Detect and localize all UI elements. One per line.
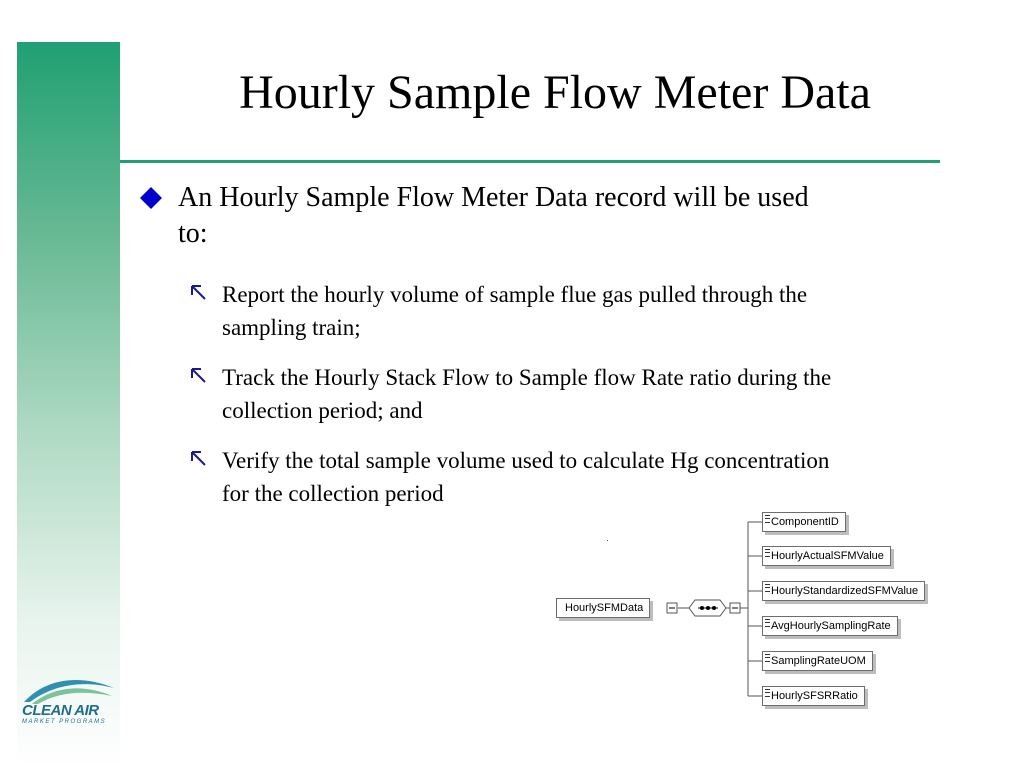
diamond-bullet-icon [140, 187, 162, 209]
sub-bullet [190, 278, 980, 344]
title-divider [120, 160, 940, 163]
sub-bullet-line2: sampling train; [222, 315, 361, 340]
sub-bullet-list [190, 278, 980, 527]
logo-swoosh-icon [18, 672, 118, 706]
sub-bullet-line1: Track the Hourly Stack Flow to Sample flow Rate ratio during the [222, 365, 832, 390]
schema-child-node: HourlyActualSFMValue [762, 546, 891, 566]
main-bullet [140, 180, 960, 252]
sub-bullet-line2: collection period; and [222, 398, 423, 423]
element-lines-icon [765, 654, 770, 662]
schema-child-node: AvgHourlySamplingRate [762, 616, 898, 636]
schema-child-node: HourlySFSRRatio [762, 686, 865, 706]
schema-child-node: ComponentID [762, 512, 846, 532]
element-lines-icon [765, 515, 770, 523]
main-bullet-line1: An Hourly Sample Flow Meter Data record will be used [178, 182, 809, 213]
element-lines-icon [765, 689, 770, 697]
slide-title: Hourly Sample Flow Meter Data [239, 66, 871, 119]
arrow-bullet-icon [190, 450, 208, 468]
main-bullet-line2: to: [178, 218, 208, 249]
logo-name: CLEAN AIR [22, 702, 99, 719]
arrow-bullet-icon [190, 367, 208, 385]
schema-diagram [550, 500, 980, 720]
clean-air-logo [18, 672, 118, 732]
schema-child-node: SamplingRateUOM [762, 651, 873, 671]
sub-bullet [190, 361, 980, 427]
element-lines-icon [765, 549, 770, 557]
element-lines-icon [765, 584, 770, 592]
sub-bullet-line1: Verify the total sample volume used to calculate Hg concentration [222, 448, 830, 473]
sub-bullet-line2: for the collection period [222, 481, 444, 506]
side-gradient-bar [17, 42, 120, 768]
element-lines-icon [765, 619, 770, 627]
logo-tagline: MARKET PROGRAMS [22, 719, 107, 725]
arrow-bullet-icon [190, 284, 208, 302]
sub-bullet-line1: Report the hourly volume of sample flue gas pulled through the [222, 282, 808, 307]
schema-child-node: HourlyStandardizedSFMValue [762, 581, 925, 601]
schema-root-node: HourlySFMData [556, 598, 650, 618]
